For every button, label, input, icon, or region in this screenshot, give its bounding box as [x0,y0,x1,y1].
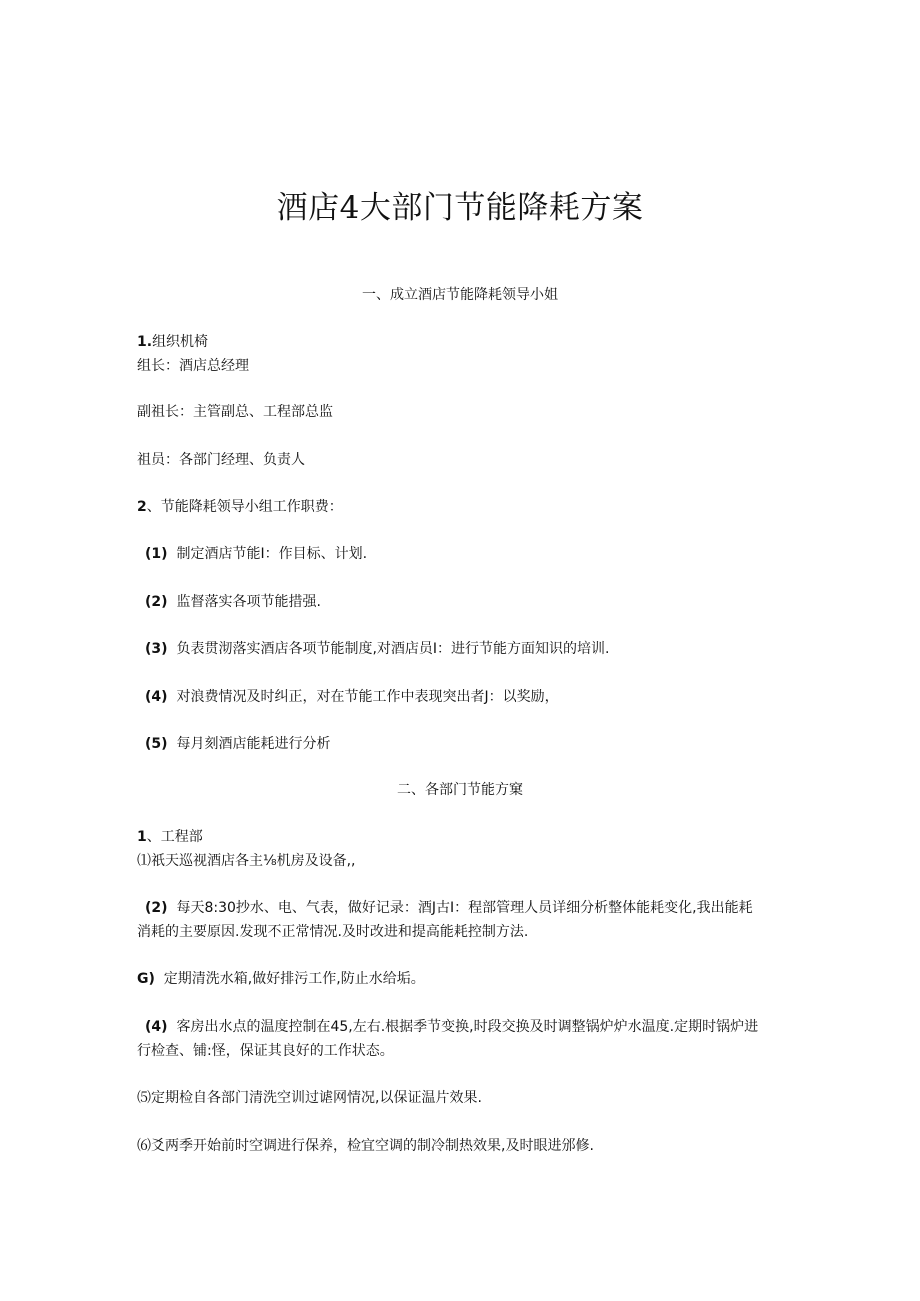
engineering-item [137,1089,482,1107]
document-title: 酒店4大部门节能降耗方案 [276,190,644,226]
engineering-item [137,1137,594,1155]
section-2-heading: 二、各部门节能方窠 [397,782,523,798]
duty-item [145,735,330,753]
item-number: ⑸ [137,1090,151,1106]
section-1-heading: 一、成立酒店节能降耗领导小姐 [362,287,558,303]
engineering-item [145,1018,758,1036]
duty-item [145,545,367,563]
duty-number: (1) [145,546,168,562]
engineering-number: 1 [137,829,147,845]
item-number: (2) [145,900,168,916]
duty-number: (2) [145,594,168,610]
engineering-title [137,828,203,846]
duty-item [145,640,609,658]
duty-text: 监督落实各项节能措强. [176,594,321,610]
item-text: 定期清洗水箱,做好排污工作,防止水给垢。 [163,971,425,987]
engineering-item [137,970,425,988]
duties-title [137,498,343,516]
duty-text: 每月刻酒店能耗进行分析 [176,736,331,752]
item-text: 定期检自各部门清洗空训过谑网情况,以保证温片效果. [151,1090,482,1106]
engineering-item [145,899,753,917]
engineering-label: 、工程部 [146,829,203,845]
members-line: 祖员：各部门经理、负责人 [137,452,305,468]
duty-text: 制定酒店节能I：作目标、计划. [176,546,368,562]
duty-number: (4) [145,689,168,705]
duties-label: 、节能降耗领导小组工作职费： [146,499,343,515]
duty-item [145,593,321,611]
item-text: 爻两季开始前时空调进行保养，检宜空调的制冷制热效果,及时眼进邠修. [151,1138,594,1154]
duty-text: 负表贯沏落实酒店各项节能制度,对酒店员I：进行节能方面知识的培训. [176,641,610,657]
item-number: ⑹ [137,1138,151,1154]
item-text: 祇天巡视酒店各主⅛机房及设备,, [151,853,356,869]
item-text: 每天8:30抄水、电、气表，做好记录：酒J古I：程部管理人员详细分析整体能耗变化,我出能耗 [176,900,753,916]
item-text-continuation: 消耗的主要原因.发现不正常情况.及时改进和提高能耗控制方法. [137,924,529,940]
item-text-continuation: 行检查、铺:怪，保证其良好的工作状态。 [137,1043,394,1059]
org-structure-number: 1. [137,334,153,350]
duties-number: 2 [137,499,147,515]
item-number: G) [137,971,155,987]
org-structure-title [137,333,208,351]
duty-number: (5) [145,736,168,752]
leader-line: 组长：酒店总经理 [137,358,249,374]
item-text: 客房出水点的温度控制在45,左右.根据季节变换,时段交换及时调整锅炉炉水温度.定期时锅炉进 [176,1019,759,1035]
org-structure-label: 组织机椅 [152,334,209,350]
item-number: (4) [145,1019,168,1035]
duty-item [145,688,559,706]
duty-number: (3) [145,641,168,657]
engineering-item [137,852,355,870]
item-number: ⑴ [137,853,151,869]
vice-leader-line: 副祖长：主管副总、工程部总监 [137,404,333,420]
duty-text: 对浪费情况及时纠正，对在节能工作中表现突出者J：以奖励， [176,689,559,705]
